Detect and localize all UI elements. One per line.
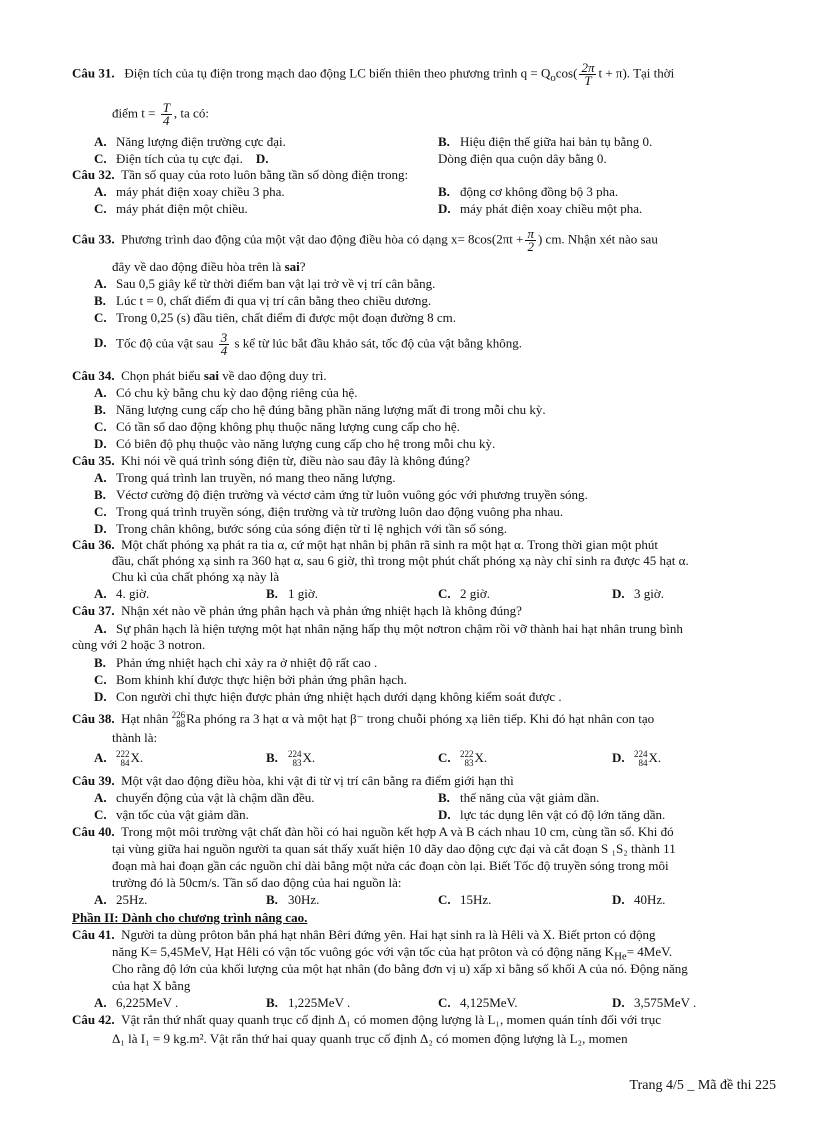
q42-stem: Câu 42. Vật rắn thứ nhất quay quanh trục cố định Δ₁ có momen động lượng là L₁, momen quán tính đối với trục (72, 1012, 662, 1027)
q34-option-b[interactable]: B. Năng lượng cung cấp cho hệ đúng bằng phần năng lượng mất đi trong mỗi chu kỳ. (94, 402, 546, 417)
q38-ra-nuclide: 226 88 (171, 710, 186, 730)
q36-stem-line3: Chu kì của chất phóng xạ này là (112, 569, 280, 584)
q36-stem: Câu 36. Một chất phóng xạ phát ra tia α, cứ một hạt nhân bị phân rã sinh ra một hạt α. Trong thời gian một phút (72, 537, 658, 552)
q41-stem-line4: của hạt X bằng (112, 978, 191, 993)
q31-stem-line2: điểm t = $\frac{T}{4}$ , ta có: (112, 100, 209, 128)
q40-stem: Câu 40. Trong một môi trường vật chất đàn hồi có hai nguồn kết hợp A và B cách nhau 10 cm, cùng tần số. Khi đó (72, 824, 674, 839)
q33-stem: Câu 33. Phương trình dao động của một vật dao động điều hòa có dạng x= 8cos(2πt + $\frac{\pi}{2}$ ) cm. Nhận xét nào sau (72, 226, 658, 254)
q40-stem-line3: đoạn mà hai đoạn gần các nguồn chỉ dài bằng một nửa các đoạn còn lại. Biết Tốc độ truyền sóng trong môi (112, 858, 669, 873)
q34-stem: Câu 34. Chọn phát biểu sai về dao động duy trì. (72, 368, 327, 383)
q40-option-b[interactable]: B. 30Hz. (266, 892, 320, 907)
q33-option-d[interactable]: D. Tốc độ của vật sau $\frac{3}{4}$ s kể từ lúc bắt đầu khảo sát, tốc độ của vật bằng không. (94, 330, 523, 358)
q40-option-c[interactable]: C. 15Hz. (438, 892, 492, 907)
q36-option-c[interactable]: C. 2 giờ. (438, 586, 490, 601)
q31-fraction: $\frac{2\pi}{T}$ (581, 60, 595, 88)
q32-option-b[interactable]: B. động cơ không đồng bộ 3 pha. (438, 184, 619, 199)
q41-option-c[interactable]: C. 4,125MeV. (438, 995, 518, 1010)
q38-option-d[interactable]: D. 224 84X. (612, 749, 662, 769)
q40-option-d[interactable]: D. 40Hz. (612, 892, 666, 907)
q38-stem-line2: thành là: (112, 730, 158, 745)
q35-option-b[interactable]: B. Véctơ cường độ điện trường và véctơ cảm ứng từ luôn vuông góc với phương truyền sóng. (94, 487, 588, 502)
q41-option-d[interactable]: D. 3,575MeV . (612, 995, 697, 1010)
q34-option-a[interactable]: A. Có chu kỳ bằng chu kỳ dao động riêng của hệ. (94, 385, 358, 400)
q40-option-a[interactable]: A. 25Hz. (94, 892, 148, 907)
q32-option-c[interactable]: C. máy phát điện một chiều. (94, 201, 248, 216)
q37-option-b[interactable]: B. Phản ứng nhiệt hạch chỉ xảy ra ở nhiệt độ rất cao . (94, 655, 378, 670)
q37-option-a[interactable]: A. Sự phân hạch là hiện tượng một hạt nhân nặng hấp thụ một nơtron chậm rồi vỡ thành hai hạt nhân trung bình (94, 621, 683, 636)
q36-option-b[interactable]: B. 1 giờ. (266, 586, 318, 601)
q35-option-c[interactable]: C. Trong quá trình truyền sóng, điện trường và từ trường luôn dao động vuông pha nhau. (94, 504, 564, 519)
q36-stem-line2: đầu, chất phóng xạ sinh ra 360 hạt α, sau 6 giờ, thì trong một phút chất phóng xạ này chỉ sinh ra được 45 hạt α. (112, 553, 689, 568)
q33-option-b[interactable]: B. Lúc t = 0, chất điểm đi qua vị trí cân bằng theo chiều dương. (94, 293, 432, 308)
q38-option-c[interactable]: C. 222 83X. (438, 749, 488, 769)
q36-option-a[interactable]: A. 4. giờ. (94, 586, 150, 601)
q41-option-b[interactable]: B. 1,225MeV . (266, 995, 351, 1010)
q39-stem: Câu 39. Một vật dao động điều hòa, khi vật đi từ vị trí cân bằng ra điểm giới hạn thì (72, 773, 514, 788)
q40-stem-line4: trường đó là 50cm/s. Tần số dao động của hai nguồn là: (112, 875, 402, 890)
q39-option-d[interactable]: D. lực tác dụng lên vật có độ lớn tăng dần. (438, 807, 666, 822)
section-heading: Phần II: Dành cho chương trình nâng cao. (72, 910, 308, 925)
page-footer: Trang 4/5 _ Mã đề thi 225 (629, 1078, 776, 1093)
q39-option-c[interactable]: C. vận tốc của vật giảm dần. (94, 807, 249, 822)
q33-stem-line2: đây về dao động điều hòa trên là sai? (112, 259, 306, 274)
q31-stem: Câu 31. Điện tích của tụ điện trong mạch dao động LC biến thiên theo phương trình $q = Q_o\cos$( $\frac{2\pi}{T}$ t + π). Tại thời (72, 60, 675, 88)
q38-option-a[interactable]: A. 222 84X. (94, 749, 144, 769)
q31-option-d[interactable]: Dòng điện qua cuộn dây bằng 0. (438, 151, 607, 166)
q41-stem: Câu 41. Người ta dùng prôton bắn phá hạt nhân Bêri đứng yên. Hai hạt sinh ra là Hêli và X. Biết prton có động (72, 927, 656, 942)
q31-number: Câu 31. (72, 65, 115, 81)
q35-option-d[interactable]: D. Trong chân không, bước sóng của sóng điện từ tỉ lệ nghịch với tần số sóng. (94, 521, 507, 536)
q42-stem-line2: Δ₁ là I₁ = 9 kg.m². Vật rắn thứ hai quay quanh trục cố định Δ₂ có momen động lượng là L₂, momen (112, 1031, 628, 1046)
q35-option-a[interactable]: A. Trong quá trình lan truyền, nó mang theo năng lượng. (94, 470, 396, 485)
q41-stem-line3: Cho rằng độ lớn của khối lượng của một hạt nhân (đo bằng đơn vị u) xấp xỉ bằng số khối A của nó. Động năng (112, 961, 688, 976)
q31-option-a[interactable]: A. Năng lượng điện trường cực đại. (94, 134, 286, 149)
q33-option-c[interactable]: C. Trong 0,25 (s) đầu tiên, chất điểm đi được một đoạn đường 8 cm. (94, 310, 457, 325)
q40-stem-line2: tại vùng giữa hai nguồn người ta quan sát thấy xuất hiện 10 dãy dao động cực đại và cắt đoạn S ₁S₂ thành 11 (112, 841, 676, 856)
q37-option-a-line2: cùng với 2 hoặc 3 notron. (72, 637, 206, 652)
q32-option-a[interactable]: A. máy phát điện xoay chiều 3 pha. (94, 184, 285, 199)
q41-stem-line2: năng K= 5,45MeV, Hạt Hêli có vận tốc vuông góc với vận tốc của hạt prôton và có động năng $K_{He}= 4MeV$. (112, 944, 673, 963)
q31-option-b[interactable]: B. Hiệu điện thế giữa hai bản tụ bằng 0. (438, 134, 653, 149)
q41-option-a[interactable]: A. 6,225MeV . (94, 995, 179, 1010)
q34-option-c[interactable]: C. Có tần số dao động không phụ thuộc năng lượng cung cấp cho hệ. (94, 419, 460, 434)
q35-stem: Câu 35. Khi nói về quá trình sóng điện từ, điều nào sau đây là không đúng? (72, 453, 471, 468)
q39-option-b[interactable]: B. thế năng của vật giảm dần. (438, 790, 600, 805)
q32-stem: Câu 32. Tần số quay của roto luôn bằng tần số dòng điện trong: (72, 167, 409, 182)
q39-option-a[interactable]: A. chuyển động của vật là chậm dần đều. (94, 790, 315, 805)
q38-option-b[interactable]: B. 224 83X. (266, 749, 316, 769)
q38-stem: Câu 38. Hạt nhân 226 88Ra phóng ra 3 hạt α và một hạt β⁻ trong chuỗi phóng xạ liên tiếp. Khi đó hạt nhân con tạo (72, 710, 655, 730)
q33-fraction: $\frac{\pi}{2}$ (527, 226, 534, 254)
q37-stem: Câu 37. Nhận xét nào về phản ứng phân hạch và phản ứng nhiệt hạch là không đúng? (72, 603, 522, 618)
q31-option-c[interactable]: C. Điện tích của tụ cực đại. D. (94, 151, 269, 166)
q37-option-c[interactable]: C. Bom khinh khí được thực hiện bởi phản ứng phân hạch. (94, 672, 407, 687)
q32-option-d[interactable]: D. máy phát điện xoay chiều một pha. (438, 201, 643, 216)
q37-option-d[interactable]: D. Con người chỉ thực hiện được phản ứng nhiệt hạch dưới dạng không kiểm soát được . (94, 689, 562, 704)
q33-option-a[interactable]: A. Sau 0,5 giây kể từ thời điểm ban vật lại trở về vị trí cân bằng. (94, 276, 436, 291)
q34-option-d[interactable]: D. Có biên độ phụ thuộc vào năng lượng cung cấp cho hệ trong mỗi chu kỳ. (94, 436, 496, 451)
q31-fraction-t4: $\frac{T}{4}$ (162, 100, 170, 128)
q36-option-d[interactable]: D. 3 giờ. (612, 586, 664, 601)
